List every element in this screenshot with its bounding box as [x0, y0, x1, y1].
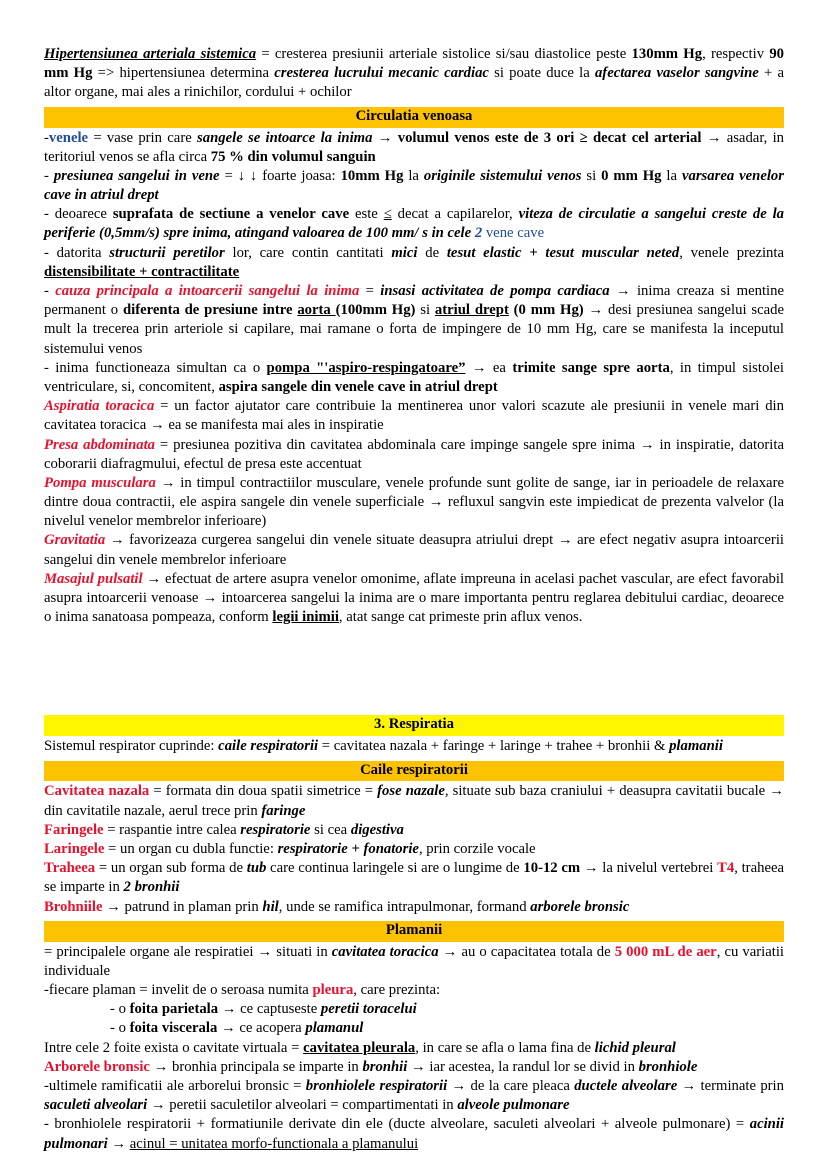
term-traheea: Traheea: [44, 860, 96, 877]
t: Intre cele 2 foite exista o cavitate virtuala =: [44, 1039, 304, 1056]
plamanii-arborele-bronsic: [44, 1058, 784, 1077]
t: care continua laringele si are o lungime de: [266, 860, 524, 877]
t: peretii toracelui: [320, 1001, 417, 1018]
t: hil: [262, 898, 279, 915]
venoasa-line-1: [44, 129, 784, 167]
t: , in timpul sistolei ventriculare, si, concomitent,: [44, 359, 784, 395]
t: plamanii: [669, 738, 723, 755]
t: 10mm Hg: [340, 167, 404, 184]
venoasa-line-2: [44, 167, 784, 205]
t: ductele alveolare: [574, 1078, 678, 1094]
t: (0 mm Hg): [508, 302, 584, 319]
intro-emph-2: afectarea vaselor sangvine: [594, 65, 759, 82]
intro-text-5: + a altor organe, mai ales a rinichilor, cordului + ochilor: [44, 65, 784, 101]
intro-text-1: = cresterea presiunii arteriale sistolice si/sau diastolice peste: [256, 46, 632, 62]
section-header-circulatia-venoasa: Circulatia venoasa: [44, 107, 784, 128]
t: - deoarece: [44, 206, 113, 223]
t: bronhiole: [638, 1058, 698, 1075]
t: (100mm Hg): [335, 302, 416, 319]
t: → ea: [465, 359, 513, 376]
legii-inimii: legii inimii: [272, 609, 339, 626]
venoasa-line-4: [44, 244, 784, 282]
t: -: [44, 167, 54, 184]
factor-text: → favorizeaza curgerea sangelui din venele situate deasupra atriului drept → are efect negativ asupra intoarcerii sangelui din venele membrelor inferioare: [44, 532, 784, 568]
t: → inima creaza si mentine permanent o: [44, 283, 784, 319]
t: -: [44, 129, 49, 146]
section-gap: [44, 627, 784, 711]
t: foita viscerala: [129, 1020, 218, 1037]
factor-term: Masajul pulsatil: [44, 570, 143, 587]
t: tesut elastic + tesut muscular neted: [446, 244, 680, 261]
factor-text: → in timpul contractiilor musculare, venele profunde sunt golite de sange, iar in perioadele de relaxare dintre doua contractii, ele aspira sangele din venele superficiale → refluxul sangvin este impiedicat de prezenta valvelor (la nivelul venelor membrelor inferioare): [44, 474, 784, 530]
intro-text-4: si poate duce la: [488, 65, 595, 82]
intro-text-3: => hipertensiunea determina: [92, 65, 275, 82]
intro-paragraph: [44, 45, 784, 103]
term-brohniile: Brohniile: [44, 898, 103, 915]
t: , venele prezinta: [679, 244, 784, 261]
t: volumul venos este de 3 ori ≥ decat cel arterial: [397, 129, 702, 146]
t: fose nazale: [377, 783, 445, 800]
t: - datorita: [44, 244, 110, 261]
intro-text-2: , respectiv: [702, 46, 770, 62]
t: 10-12 cm: [523, 860, 581, 877]
t: presiunea sangelui in vene: [53, 167, 220, 184]
t: la: [403, 167, 424, 184]
t: , in care se afla o lama fina de: [415, 1039, 595, 1056]
t: , care prezinta:: [353, 982, 441, 999]
intro-value-90: 90 mm Hg: [44, 46, 784, 82]
t: → de la care pleaca: [447, 1078, 575, 1094]
plamanii-line-5: [44, 1039, 784, 1058]
t: → la nivelul vertebrei: [580, 860, 718, 877]
t: arborele bronsic: [530, 898, 630, 915]
t: faringe: [261, 802, 306, 819]
factor-presa-abdominata: [44, 436, 784, 474]
t: aspira sangele din venele cave in atriul drept: [218, 378, 498, 395]
t: varsarea venelor cave in atriul drept: [44, 167, 784, 204]
t: este: [349, 206, 384, 223]
capacitate-totala: 5 000 mL de aer: [614, 943, 717, 960]
factor-text: → efectuat de artere asupra venelor omonime, aflate impreuna in acelasi pachet vascular, are efect favorabil asupra intoarcerii venoase → intoarcerea sangelui la inima are o mare importanta pentru reglarea debitului cardiac, deoarece o inima sanatoasa pompeaza, conform: [44, 570, 784, 626]
t: si: [415, 302, 435, 319]
term-faringele: Faringele: [44, 821, 104, 838]
factor-gravitatia: [44, 531, 784, 569]
factor-term: Pompa musculara: [44, 474, 156, 491]
plamanii-line-1: [44, 943, 784, 981]
t: = raspantie intre calea: [103, 821, 241, 838]
t: diferenta de presiune intre: [122, 302, 298, 319]
t: bronhii: [362, 1058, 408, 1075]
acinul-definition: acinul = unitatea morfo-functionala a plamanului: [129, 1135, 419, 1152]
caile-laringele: [44, 840, 784, 859]
caile-traheea: [44, 859, 784, 897]
factor-text: = un factor ajutator care contribuie la mentinerea unor valori scazute ale presiunii in venele mari din cavitatea toracica → ea se manifesta mai ales in inspiratie: [44, 398, 784, 434]
t: saculeti alveolari: [44, 1097, 148, 1114]
t: = principalele organe ale respiratiei → situati in: [44, 943, 332, 960]
t: → iar acestea, la randul lor se divid in: [407, 1058, 639, 1075]
t: , unde se ramifica intrapulmonar, formand: [278, 898, 531, 915]
t: - o: [110, 1020, 130, 1037]
t: bronhiolele respiratorii: [305, 1078, 448, 1094]
t: cavitatea toracica: [331, 943, 439, 960]
t: =: [359, 283, 381, 299]
factor-text: = presiunea pozitiva din cavitatea abdominala care impinge sangele spre inima → in inspiratie, datorita coborarii diafragmului, efectul de presa este accentuat: [44, 436, 784, 472]
t: , situate sub baza craniului + deasupra cavitatii bucale → din cavitatile nazale, aerul trece prin: [44, 783, 784, 819]
section-header-respiratia: 3. Respiratia: [44, 715, 784, 736]
t: distensibilitate + contractilitate: [44, 263, 240, 280]
t: mici: [391, 244, 418, 261]
plamanii-foita-parietala: [44, 1000, 784, 1019]
caile-cavitatea-nazala: [44, 782, 784, 820]
venoasa-line-6: [44, 359, 784, 397]
t: 2 bronhii: [123, 879, 180, 896]
t: alveole pulmonare: [457, 1097, 570, 1114]
t: = formata din doua spatii simetrice =: [149, 783, 378, 800]
t: →: [372, 129, 398, 146]
t: → ce captuseste: [218, 1001, 321, 1018]
t: = un organ cu dubla functie:: [104, 841, 278, 857]
t: digestiva: [350, 821, 404, 838]
t: lichid pleural: [594, 1039, 676, 1056]
plamanii-line-7: [44, 1077, 784, 1115]
vertebra-t4: T4: [717, 860, 735, 877]
t: tub: [246, 860, 267, 877]
t: → ce acopera: [217, 1020, 306, 1037]
t: → bronhia principala se imparte in: [149, 1058, 363, 1075]
caile-brohniile: [44, 898, 784, 917]
t: decat a capilarelor,: [391, 206, 519, 223]
intro-term: Hipertensiunea arteriala sistemica: [44, 46, 257, 62]
t: acinii pulmonari: [44, 1116, 784, 1152]
t: trimite sange spre aorta: [512, 359, 670, 376]
term-cavitatea-nazala: Cavitatea nazala: [44, 783, 150, 800]
t: pompa "'aspiro-respingatoare”: [266, 359, 466, 376]
venoasa-line-3: [44, 205, 784, 243]
t: caile respiratorii: [218, 738, 319, 755]
t: lor, care contin cantitati: [224, 244, 392, 261]
plamanii-line-2: [44, 981, 784, 1000]
respiratia-line-1: [44, 737, 784, 756]
factor-term: Presa abdominata: [44, 436, 156, 453]
t: respiratorie + fonatorie: [277, 841, 419, 857]
t: si cea: [310, 821, 351, 838]
t: -fiecare plaman = invelit de o seroasa numita: [44, 982, 313, 999]
factor-pompa-musculara: [44, 474, 784, 532]
t: vene cave: [482, 225, 545, 242]
section-header-plamanii: Plamanii: [44, 921, 784, 942]
t: = ↓ ↓ foarte joasa:: [219, 167, 341, 184]
t: , prin corzile vocale: [418, 841, 536, 857]
t: 2: [474, 225, 483, 242]
t: plamanul: [305, 1020, 364, 1037]
t: atriul drept: [434, 302, 509, 319]
t: la: [661, 167, 682, 184]
t: viteza de circulatie a sangelui creste de la periferie (0,5mm/s) spre inima, atingand valoarea de 100 mm/ s in cele: [44, 206, 785, 242]
t: ≤: [383, 206, 392, 223]
t: = vase prin care: [88, 129, 198, 146]
term-pleura: pleura: [312, 982, 354, 999]
factor-term: Gravitatia: [44, 532, 106, 549]
intro-value-130: 130mm Hg: [631, 46, 703, 62]
t: - bronhiolele respiratorii + formatiunile derivate din ele (ducte alveolare, saculeti alveolari + alveole pulmonare) =: [44, 1116, 750, 1133]
t: sangele se intoarce la inima: [197, 129, 373, 146]
section-header-caile-respiratorii: Caile respiratorii: [44, 761, 784, 782]
t: 75 % din volumul sanguin: [210, 148, 376, 165]
t: → terminate prin: [677, 1078, 784, 1094]
t: 0 mm Hg: [601, 167, 662, 184]
factor-aspiratia-toracica: [44, 397, 784, 435]
t: insasi activitatea de pompa cardiaca: [380, 283, 610, 299]
factor-text-end: , atat sange cat primeste prin aflux venos.: [338, 609, 583, 626]
t: = un organ sub forma de: [95, 860, 247, 877]
t: si: [581, 167, 602, 184]
t: -: [44, 283, 56, 299]
t: = cavitatea nazala + faringe + laringe + trahee + bronhii &: [318, 738, 670, 755]
t: → peretii saculetilor alveolari = compartimentati in: [147, 1097, 458, 1114]
t: respiratorie: [240, 821, 311, 838]
t: Sistemul respirator cuprinde:: [44, 738, 219, 755]
t: foita parietala: [129, 1001, 219, 1018]
t: cauza principala a intoarcerii sangelui la inima: [55, 283, 360, 299]
term-cavitatea-pleurala: cavitatea pleurala: [303, 1039, 416, 1056]
t: aorta: [297, 302, 336, 319]
t: → patrund in plaman prin: [102, 898, 263, 915]
plamanii-line-8: [44, 1115, 784, 1153]
t: -ultimele ramificatii ale arborelui bronsic =: [44, 1078, 306, 1094]
caile-faringele: [44, 821, 784, 840]
factor-term: Aspiratia toracica: [44, 398, 155, 415]
term-arborele-bronsic: Arborele bronsic: [44, 1058, 150, 1075]
term-laringele: Laringele: [44, 841, 105, 857]
plamanii-foita-viscerala: [44, 1019, 784, 1038]
t: , cu variatii individuale: [44, 943, 784, 979]
t: structurii peretilor: [109, 244, 225, 261]
factor-masajul-pulsatil: [44, 570, 784, 628]
venoasa-line-5: [44, 282, 784, 359]
intro-emph-1: cresterea lucrului mecanic cardiac: [274, 65, 489, 82]
t: → asadar, in teritoriul venos se afla circa: [44, 129, 785, 165]
t: de: [417, 244, 447, 261]
t: originile sistemului venos: [423, 167, 582, 184]
t: → au o capacitatea totala de: [438, 943, 615, 960]
t: → desi presiunea sangelui scade mult la trecerea prin arteriole si capilare, mai ramane o forta de impingere de 10 mm Hg, care se manifesta la inceputul sistemului venos: [44, 302, 784, 357]
term-venele: venele: [48, 129, 89, 146]
t: - inima functioneaza simultan ca o: [44, 359, 267, 376]
t: suprafata de sectiune a venelor cave: [112, 206, 350, 223]
t: →: [107, 1135, 130, 1152]
t: - o: [110, 1001, 130, 1018]
t: , traheea se imparte in: [44, 860, 784, 896]
